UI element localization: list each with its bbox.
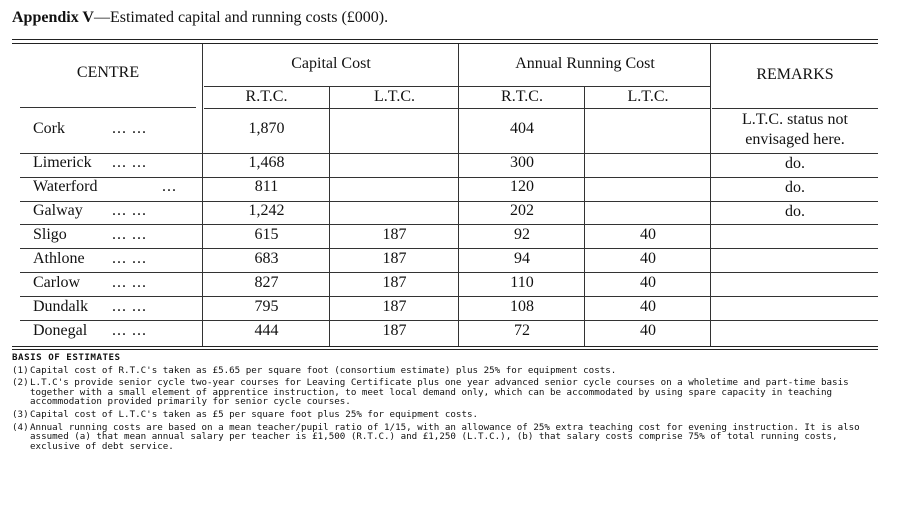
capital-rtc: 1,870 [248,120,285,137]
running-ltc: 40 [640,298,656,315]
basis-of-estimates [12,353,882,454]
leader-dots: ... ... [112,274,147,291]
col-divider-running [584,86,585,346]
capital-rtc: 1,242 [248,202,285,219]
running-ltc: 40 [640,322,656,339]
capital-rtc: 795 [254,298,279,315]
note-number: (3) [12,408,29,420]
note-item [12,410,882,420]
note-number: (2) [12,377,29,389]
header-capital-cost: Capital Cost [291,55,371,72]
note-item [12,423,882,452]
leader-dots: ... ... [112,202,147,219]
capital-rtc: 444 [254,322,279,339]
centre-name: Dundalk [33,298,89,315]
top-rule-2 [12,43,878,44]
capital-rtc: 827 [254,274,279,291]
col-divider-mid [458,44,459,346]
capital-rtc: 683 [254,250,279,267]
centre-name: Athlone [33,250,85,267]
col-divider-capital [329,86,330,346]
centre-name: Cork [33,120,65,137]
row-rule [20,320,878,321]
running-ltc: 40 [640,274,656,291]
header-running-ltc: L.T.C. [627,88,669,105]
header-running-rtc: R.T.C. [501,88,543,105]
top-rule-1 [12,39,878,40]
header-capital-ltc: L.T.C. [373,88,416,105]
leader-dots: ... [162,178,177,195]
note-item [12,378,882,407]
centre-name: Donegal [33,322,88,339]
leader-dots: ... ... [112,250,147,267]
leader-dots: ... ... [112,226,147,243]
running-rtc: 72 [514,322,530,339]
leader-dots: ... ... [112,120,147,137]
remarks-line-1: do. [785,179,805,196]
capital-rtc: 811 [254,178,279,195]
notes-heading: BASIS OF ESTIMATES [12,352,121,363]
leader-dots: ... ... [112,298,147,315]
note-item [12,366,882,376]
running-rtc: 404 [510,120,534,137]
col-divider-centre [202,44,203,346]
header-bottom-centre [20,107,196,108]
header-bottom-costs [204,108,710,109]
row-rule [20,248,878,249]
running-rtc: 110 [510,274,534,291]
centre-name: Waterford [33,178,98,195]
appendix-caption: —Estimated capital and running costs (£000). [93,9,389,26]
row-rule [20,296,878,297]
remarks-line-1: do. [785,203,805,220]
capital-rtc: 1,468 [248,154,285,171]
row-rule [20,177,878,178]
appendix-title [12,9,388,27]
note-text: L.T.C's provide senior cycle two-year courses for Leaving Certificate plus one year advanced senior cycle courses on a wholetime and part-time basis together with a small element of apprentice instruction, to meet local demand only, which can be accommodated by using spare capacity in teaching accommodation provided primarily for senior cycle courses. [30,377,849,408]
header-capital-rtc: R.T.C. [245,88,288,105]
capital-ltc: 187 [382,298,407,315]
note-text: Annual running costs are based on a mean teacher/pupil ratio of 1/15, with an allowance of 25% extra teaching cost for evening instruction. It is also assumed (a) that mean annual salary per teacher is £1,500 (R.T.C.) and £1,250 (L.T.C.), (b) that salary costs comprise 75% of total running costs, exclusive of debt service. [30,421,860,452]
capital-rtc: 615 [254,226,279,243]
row-rule [20,201,878,202]
running-rtc: 120 [510,178,534,195]
capital-ltc: 187 [382,322,407,339]
note-text: Capital cost of R.T.C's taken as £5.65 per square foot (consortium estimate) plus 25% for equipment costs. [30,364,617,376]
bottom-rule-1 [12,346,878,347]
centre-name: Sligo [33,226,67,243]
running-ltc: 40 [640,226,656,243]
centre-name: Galway [33,202,83,219]
col-divider-remarks [710,44,711,346]
centre-name: Limerick [33,154,92,171]
leader-dots: ... ... [112,322,147,339]
running-rtc: 108 [510,298,534,315]
capital-ltc: 187 [382,274,407,291]
leader-dots: ... ... [112,154,147,171]
running-rtc: 300 [510,154,534,171]
note-number: (4) [12,421,29,433]
row-rule [20,153,878,154]
header-bottom-remarks [712,108,878,109]
running-rtc: 94 [514,250,530,267]
centre-name: Carlow [33,274,81,291]
capital-ltc: 187 [382,250,407,267]
running-rtc: 92 [514,226,530,243]
note-text: Capital cost of L.T.C's taken as £5 per square foot plus 25% for equipment costs. [30,408,479,420]
appendix-label: Appendix V [12,9,94,26]
header-remarks: REMARKS [756,66,834,83]
remarks-line-2: envisaged here. [745,131,845,148]
row-rule [20,272,878,273]
capital-ltc: 187 [382,226,407,243]
running-rtc: 202 [510,202,534,219]
note-number: (1) [12,364,29,376]
running-ltc: 40 [640,250,656,267]
header-subrule [204,86,710,87]
remarks-line-1: do. [785,155,805,172]
header-annual-running-cost: Annual Running Cost [515,55,655,72]
header-centre: CENTRE [76,64,140,81]
row-rule [20,224,878,225]
remarks-line-1: L.T.C. status not [742,111,848,128]
bottom-rule-2 [12,349,878,350]
